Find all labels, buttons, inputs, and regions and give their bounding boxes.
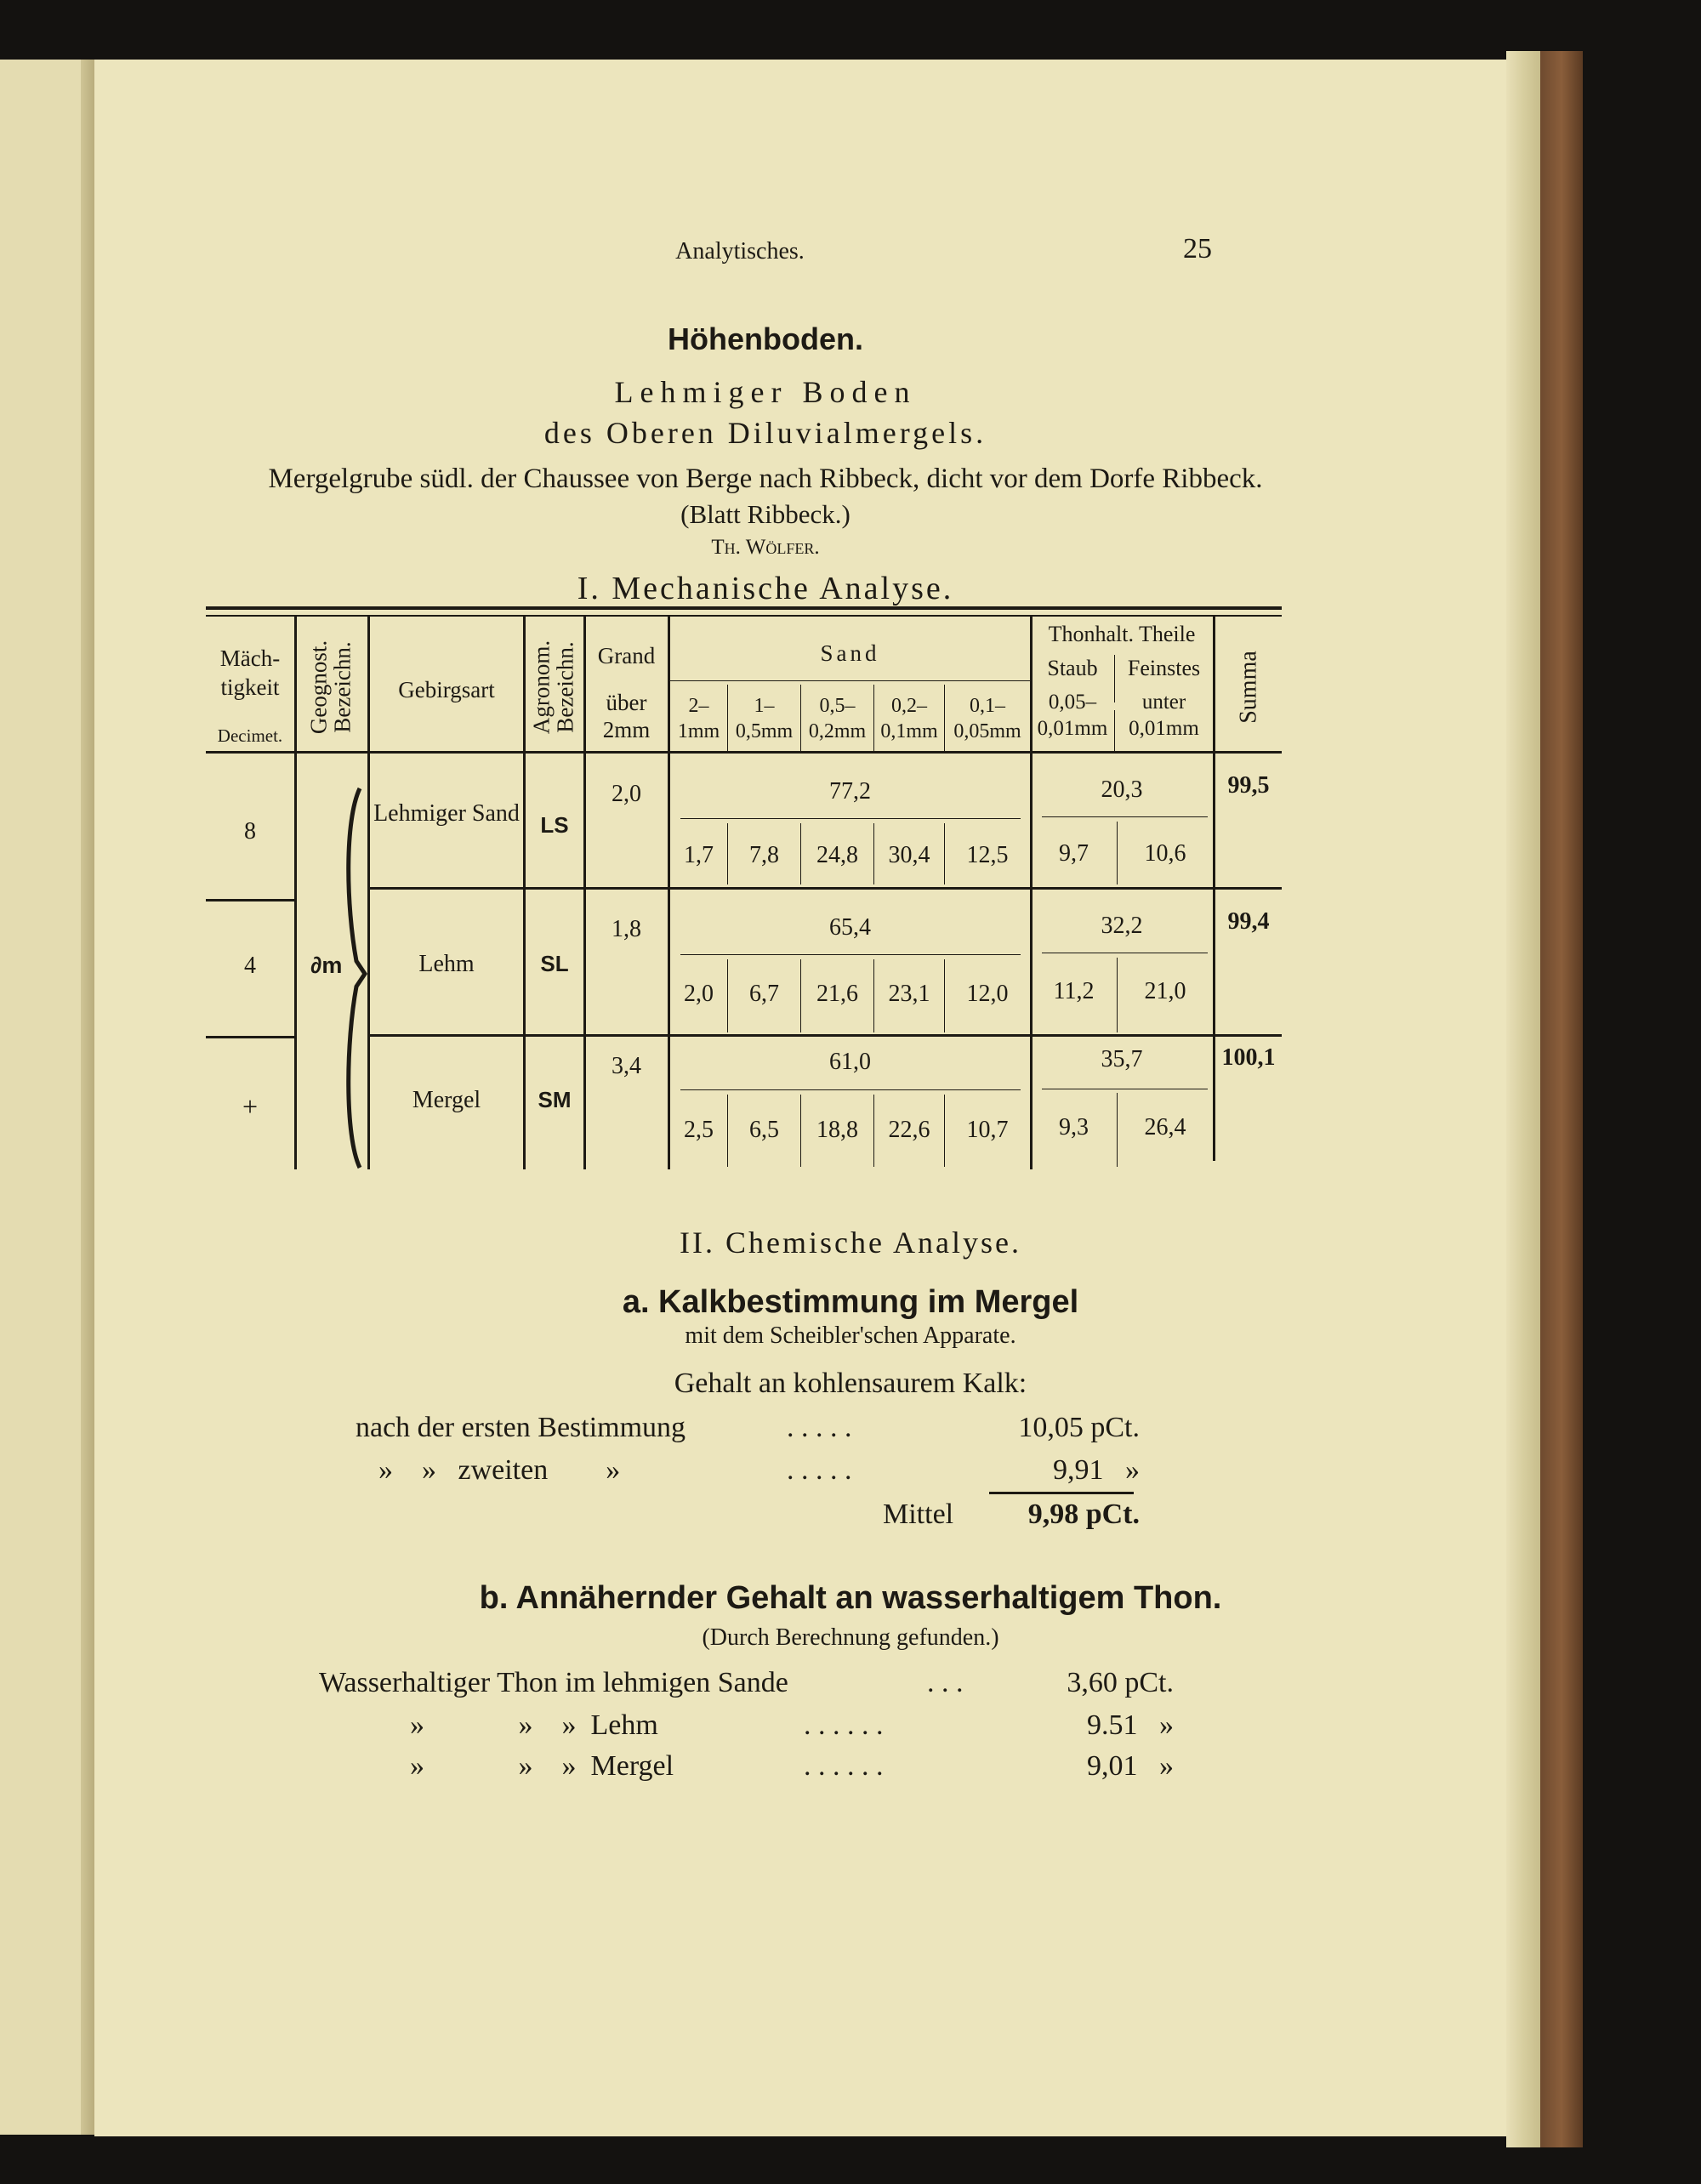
header-staub: Staub (1047, 656, 1098, 680)
header-sand: Sand (820, 640, 880, 666)
part-a-title: a. Kalkbestimmung im Mergel (622, 1284, 1079, 1320)
mittel-label: Mittel (883, 1499, 954, 1530)
mittel-value: 9,98 pCt. (1027, 1499, 1140, 1530)
row-sand-value: 6,7 (749, 981, 779, 1007)
header-grand-ueber: über (606, 690, 647, 715)
header-sand-col: 0,5– 0,2mm (808, 695, 867, 742)
row-sand-value: 7,8 (749, 842, 779, 868)
clay-line-label: » » » Mergel (410, 1750, 674, 1782)
row-summa: 100,1 (1221, 1044, 1276, 1071)
header-sand-col: 2– 1mm (677, 695, 720, 742)
col-rule (294, 617, 297, 1169)
sand-header-rule (668, 680, 1030, 681)
header-thon: Thonhalt. Theile (1048, 622, 1196, 646)
geognost-value: ∂m (310, 953, 343, 978)
row-grand: 1,8 (612, 916, 641, 942)
row-summa: 99,4 (1227, 908, 1270, 935)
row-grand: 2,0 (612, 781, 641, 807)
row-sand-value: 12,5 (966, 842, 1009, 868)
row-sand-total: 77,2 (829, 778, 871, 805)
header-decimet: Decimet. (217, 725, 283, 746)
row-thickness: 8 (244, 818, 256, 845)
row-sand-value: 2,5 (684, 1117, 714, 1143)
row-feinstes: 21,0 (1144, 978, 1186, 1004)
row-staub: 9,7 (1059, 840, 1089, 867)
calc-line-value: 10,05 pCt. (1018, 1412, 1140, 1443)
header-sand-col: 1– 0,5mm (735, 695, 794, 742)
row-sand-value: 23,1 (888, 981, 930, 1007)
row-agronom: SM (538, 1087, 572, 1112)
header-geognost: Geognost. Bezeichn. (305, 640, 356, 735)
subtitle-formation: des Oberen Diluvialmergels. (543, 416, 987, 450)
row-sand-value: 22,6 (888, 1117, 930, 1143)
part-b-title: b. Annähernder Gehalt an wasserhaltigem Thon. (479, 1580, 1222, 1616)
thon-total-rule (1042, 816, 1208, 817)
header-grand: Grand (597, 643, 656, 668)
clay-line-dots: . . . . . . (804, 1709, 884, 1741)
row-rock: Mergel (412, 1087, 481, 1113)
row-sand-value: 6,5 (749, 1117, 779, 1143)
clay-line-label: » » » Lehm (410, 1709, 658, 1741)
sand-total-rule (680, 818, 1021, 819)
header-sand-col: 0,2– 0,1mm (880, 695, 938, 742)
header-feinstes-range: unter 0,01mm (1129, 691, 1199, 741)
header-gebirgsart: Gebirgsart (398, 677, 495, 702)
row-separator (367, 887, 1282, 890)
section-heading-chemical: II. Chemische Analyse. (680, 1226, 1021, 1260)
row-summa: 99,5 (1227, 772, 1270, 799)
row-agronom: LS (540, 812, 569, 838)
row-separator (206, 1036, 294, 1038)
map-sheet: (Blatt Ribbeck.) (680, 499, 850, 529)
clay-line-value: 3,60 pCt. (1067, 1667, 1174, 1698)
row-sand-total: 61,0 (829, 1049, 871, 1075)
row-sand-total: 65,4 (829, 914, 871, 941)
row-sand-value: 2,0 (684, 981, 714, 1007)
clay-line-dots: . . . . . . (804, 1750, 884, 1782)
row-sand-value: 24,8 (816, 842, 858, 868)
calc-line-dots: . . . . . (787, 1454, 852, 1486)
header-feinstes: Feinstes (1127, 656, 1201, 680)
row-sand-value: 10,7 (966, 1117, 1009, 1143)
row-feinstes: 10,6 (1144, 840, 1186, 867)
header-summa: Summa (1235, 651, 1262, 724)
author: Th. Wölfer. (711, 536, 820, 559)
running-head: Analytisches. (675, 238, 805, 264)
part-a-content-label: Gehalt an kohlensaurem Kalk: (674, 1368, 1027, 1399)
subtitle-soil: Lehmiger Boden (614, 375, 917, 409)
clay-line-value: 9,01 » (1087, 1750, 1174, 1782)
calc-line-value: 9,91 » (1053, 1454, 1140, 1486)
part-a-apparatus: mit dem Scheibler'schen Apparate. (685, 1322, 1016, 1349)
row-thickness: 4 (244, 953, 256, 979)
row-sand-value: 30,4 (888, 842, 930, 868)
row-staub: 9,3 (1059, 1114, 1089, 1140)
header-staub-range: 0,05– 0,01mm (1037, 691, 1108, 741)
row-sand-value: 21,6 (816, 981, 858, 1007)
row-grand: 3,4 (612, 1053, 641, 1079)
row-agronom: SL (540, 951, 569, 976)
sample-location: Mergelgrube südl. der Chaussee von Berge nach Ribbeck, dicht vor dem Dorfe Ribbeck. (268, 464, 1263, 494)
header-maechtigkeit: Mäch- tigkeit (219, 646, 281, 700)
row-thon-total: 20,3 (1101, 776, 1143, 803)
row-sand-value: 12,0 (966, 981, 1009, 1007)
header-agronom: Agronom. Bezeichn. (528, 640, 578, 735)
header-grand-size: 2mm (602, 717, 651, 742)
clay-line-label: Wasserhaltiger Thon im lehmigen Sande (319, 1667, 788, 1698)
sand-total-rule (680, 1089, 1021, 1090)
sum-rule (989, 1492, 1134, 1494)
row-thickness: + (242, 1091, 259, 1122)
calc-line-label: » » zweiten » (378, 1454, 621, 1486)
page-title: Höhenboden. (668, 321, 863, 356)
row-sand-value: 1,7 (684, 842, 714, 868)
page-number: 25 (1183, 233, 1212, 264)
calc-line-dots: . . . . . (787, 1412, 852, 1443)
calc-line-label: nach der ersten Bestimmung (356, 1412, 686, 1443)
row-rock: Lehmiger Sand (373, 800, 520, 827)
clay-line-dots: . . . (927, 1667, 964, 1698)
row-staub: 11,2 (1053, 978, 1095, 1004)
header-sand-col: 0,1– 0,05mm (953, 695, 1021, 742)
row-separator (367, 1034, 1282, 1037)
table-top-rule (206, 606, 1282, 610)
section-heading-mechanical: I. Mechanische Analyse. (577, 571, 954, 606)
clay-line-value: 9.51 » (1087, 1709, 1174, 1741)
sand-total-rule (680, 954, 1021, 955)
row-feinstes: 26,4 (1144, 1114, 1186, 1140)
row-thon-total: 35,7 (1101, 1046, 1143, 1072)
part-b-note: (Durch Berechnung gefunden.) (702, 1624, 999, 1651)
row-thon-total: 32,2 (1101, 913, 1143, 939)
row-rock: Lehm (418, 951, 475, 977)
row-separator (206, 899, 294, 901)
row-sand-value: 18,8 (816, 1117, 858, 1143)
